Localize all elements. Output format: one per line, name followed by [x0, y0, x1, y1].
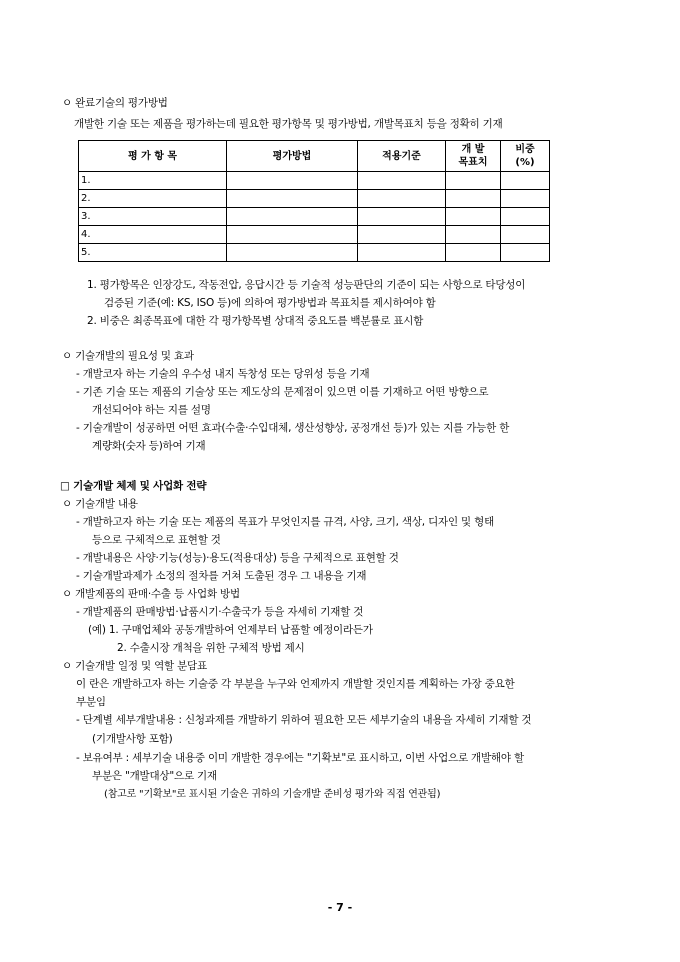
table-row: [79, 208, 550, 226]
header-weight: [501, 141, 550, 172]
necessity-bullet-1: - 개발코자 하는 기술의 우수성 내지 독창성 또는 당위성 등을 기재: [76, 368, 370, 380]
header-eval-item: 평 가 항 목: [79, 141, 227, 172]
schedule-heading: ㅇ 기술개발 일정 및 역할 분담표: [62, 660, 207, 672]
table-cell: [358, 190, 446, 208]
necessity-bullet-2-line1: - 기존 기술 또는 제품의 기술상 또는 제도상의 문제점이 있으면 이를 기재하고 어떤 방향으로: [76, 386, 489, 398]
header-target-line1: 개 발: [461, 144, 485, 155]
schedule-paragraph-line1: 이 란은 개발하고자 하는 기술중 각 부분을 누구와 언제까지 개발할 것인지를 계획하는 가장 중요한: [76, 678, 515, 690]
dev-content-bullet-1-line2: 등으로 구체적으로 표현할 것: [92, 534, 221, 546]
table-row: [79, 172, 550, 190]
row-number: 4.: [79, 226, 227, 244]
dev-content-bullet-3: - 기술개발과제가 소정의 절차를 거쳐 도출된 경우 그 내용을 기재: [76, 570, 367, 582]
dev-content-heading: ㅇ 기술개발 내용: [62, 498, 138, 510]
table-cell: [501, 226, 550, 244]
dev-content-bullet-1-line1: - 개발하고자 하는 기술 또는 제품의 목표가 무엇인지를 규격, 사양, 크기, 색상, 디자인 및 형태: [76, 516, 495, 528]
header-eval-method: 평가방법: [227, 141, 358, 172]
table-cell: [501, 172, 550, 190]
necessity-bullet-3-line1: - 기술개발이 성공하면 어떤 효과(수출·수입대체, 생산성향상, 공정개선 등)가 있는 지를 가능한 한: [76, 422, 510, 434]
schedule-bullet-2-line1: - 보유여부 : 세부기술 내용중 이미 개발한 경우에는 "기확보"로 표시하고, 이번 사업으로 개발해야 할: [76, 752, 524, 764]
row-number: 5.: [79, 244, 227, 262]
table-cell: [501, 208, 550, 226]
evaluation-table: [78, 140, 550, 262]
schedule-bullet-1-line2: (기개발사항 포함): [92, 733, 173, 745]
note-2: 2. 비중은 최종목표에 대한 각 평가항목별 상대적 중요도를 백분률로 표시함: [87, 315, 424, 327]
evaluation-table-header-row: [79, 141, 550, 172]
header-target: [446, 141, 501, 172]
table-cell: [446, 226, 501, 244]
commercialization-bullet-1: - 개발제품의 판매방법·납품시기·수출국가 등을 자세히 기재할 것: [76, 606, 364, 618]
schedule-paragraph-line2: 부분임: [76, 696, 106, 708]
header-weight-line2: (%): [515, 157, 535, 168]
commercialization-heading: ㅇ 개발제품의 판매·수출 등 사업화 방법: [62, 588, 240, 600]
table-cell: [358, 208, 446, 226]
necessity-bullet-3-line2: 계량화(숫자 등)하여 기재: [92, 440, 206, 452]
table-row: [79, 226, 550, 244]
table-cell: [227, 208, 358, 226]
header-target-line2: 목표치: [458, 157, 488, 168]
header-weight-line1: 비중: [515, 144, 535, 155]
necessity-bullet-2-line2: 개선되어야 하는 지를 설명: [92, 404, 211, 416]
commercialization-example-1: (예) 1. 구매업체와 공동개발하여 언제부터 납품할 예정이라든가: [88, 624, 373, 636]
dev-content-bullet-2: - 개발내용은 사양·기능(성능)·용도(적용대상) 등을 구체적으로 표현할 것: [76, 552, 399, 564]
header-criteria: 적용기준: [358, 141, 446, 172]
note-1-line1: 1. 평가항목은 인장강도, 작동전압, 응답시간 등 기술적 성능판단의 기준이 되는 사항으로 타당성이: [87, 279, 526, 291]
table-cell: [358, 172, 446, 190]
table-cell: [227, 226, 358, 244]
note-1-line2: 검증된 기준(예: KS, ISO 등)에 의하여 평가방법과 목표치를 제시하여야 함: [104, 297, 436, 309]
page-number: - 7 -: [327, 901, 353, 914]
row-number: 3.: [79, 208, 227, 226]
table-cell: [227, 190, 358, 208]
table-row: [79, 244, 550, 262]
table-cell: [446, 190, 501, 208]
completed-tech-eval-desc: 개발한 기술 또는 제품을 평가하는데 필요한 평가항목 및 평가방법, 개발목표치 등을 정확히 기재: [74, 118, 503, 130]
section-title-strategy: □ 기술개발 체제 및 사업화 전략: [60, 480, 207, 492]
table-cell: [501, 190, 550, 208]
schedule-bullet-2-line2: 부분은 "개발대상"으로 기재: [92, 770, 217, 782]
table-cell: [358, 226, 446, 244]
table-row: [79, 190, 550, 208]
schedule-bullet-1-line1: - 단계별 세부개발내용 : 신청과제를 개발하기 위하여 필요한 모든 세부기술의 내용을 자세히 기재할 것: [76, 714, 532, 726]
table-cell: [358, 244, 446, 262]
table-cell: [446, 172, 501, 190]
table-cell: [227, 244, 358, 262]
row-number: 1.: [79, 172, 227, 190]
table-cell: [446, 244, 501, 262]
row-number: 2.: [79, 190, 227, 208]
table-cell: [446, 208, 501, 226]
schedule-reference-note: (참고로 "기확보"로 표시된 기술은 귀하의 기술개발 준비성 평가와 직접 연관됨): [104, 789, 441, 800]
commercialization-example-2: 2. 수출시장 개척을 위한 구체적 방법 제시: [117, 642, 305, 654]
necessity-heading: ㅇ 기술개발의 필요성 및 효과: [62, 350, 194, 362]
table-cell: [501, 244, 550, 262]
completed-tech-eval-heading: ㅇ 완료기술의 평가방법: [62, 97, 168, 109]
table-cell: [227, 172, 358, 190]
